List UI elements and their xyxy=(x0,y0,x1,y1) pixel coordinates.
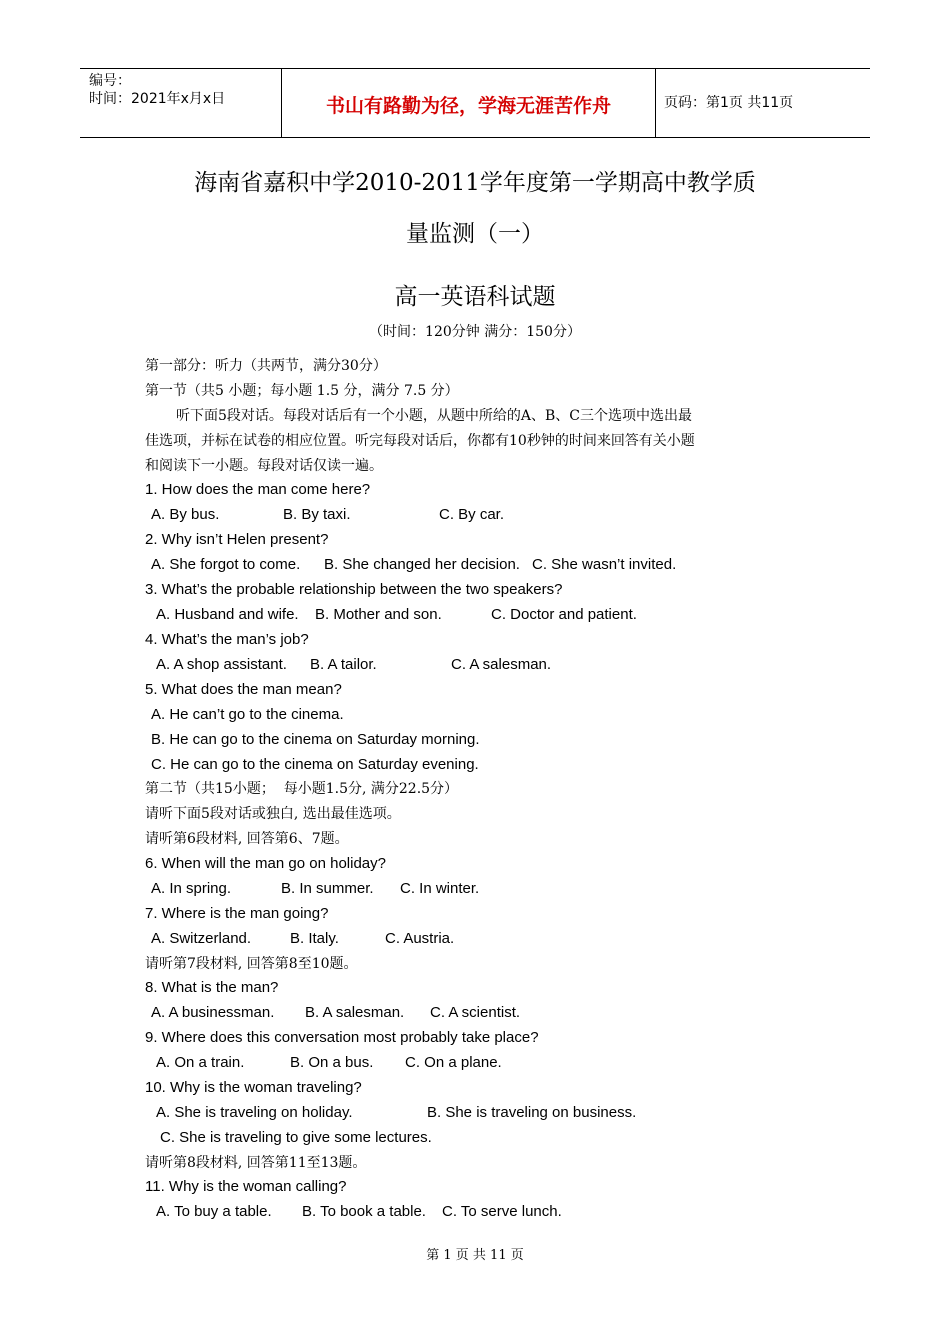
material-8-note: 请听第8段材料, 回答第11至13题。 xyxy=(145,1155,367,1171)
header-right-cell xyxy=(655,69,870,137)
question-5: 5. What does the man mean? xyxy=(145,681,342,698)
question-10: 10. Why is the woman traveling? xyxy=(145,1079,362,1096)
q10-option-c: C. She is traveling to give some lectures. xyxy=(160,1129,432,1146)
time-score-info: （时间：120分钟 满分：150分） xyxy=(369,324,581,340)
q6-option-a: A. In spring. xyxy=(151,880,232,897)
q6-option-c: C. In winter. xyxy=(400,880,480,897)
q9-option-c: C. On a plane. xyxy=(405,1054,502,1071)
question-3: 3. What’s the probable relationship between the two speakers? xyxy=(145,581,563,598)
header-motto: 书山有路勤为径，学海无涯苦作舟 xyxy=(325,95,611,117)
exam-title-line1: 海南省嘉积中学2010-2011学年度第一学期高中教学质 xyxy=(194,170,756,196)
header-page-info: 页码：第1页 共11页 xyxy=(664,95,794,111)
q6-option-b: B. In summer. xyxy=(281,880,374,897)
part1-heading: 第一部分：听力（共两节，满分30分） xyxy=(145,358,387,374)
header-motto-cell xyxy=(281,69,656,137)
q7-option-a: A. Switzerland. xyxy=(151,930,252,947)
instruction-line-2: 佳选项，并标在试卷的相应位置。听完每段对话后，你都有10秒钟的时间来回答有关小题 xyxy=(145,433,695,449)
q2-option-b: B. She changed her decision. xyxy=(324,556,520,573)
question-2: 2. Why isn’t Helen present? xyxy=(145,531,329,548)
q3-option-a: A. Husband and wife. xyxy=(156,606,299,623)
q7-option-b: B. Italy. xyxy=(290,930,339,947)
q5-option-a: A. He can’t go to the cinema. xyxy=(151,706,344,723)
question-1: 1. How does the man come here? xyxy=(145,481,371,498)
exam-title-line2: 量监测（一） xyxy=(406,221,544,247)
q8-option-c: C. A scientist. xyxy=(430,1004,521,1021)
date-label: 时间：2021年x月x日 xyxy=(89,91,226,107)
q1-option-a: A. By bus. xyxy=(151,506,220,523)
q11-option-b: B. To book a table. xyxy=(302,1203,426,1220)
q3-option-b: B. Mother and son. xyxy=(315,606,442,623)
q4-option-c: C. A salesman. xyxy=(451,656,552,673)
q9-option-b: B. On a bus. xyxy=(290,1054,374,1071)
q10-option-a: A. She is traveling on holiday. xyxy=(156,1104,353,1121)
q4-option-a: A. A shop assistant. xyxy=(156,656,287,673)
subject-title: 高一英语科试题 xyxy=(394,284,556,310)
section2-heading: 第二节（共15小题； 每小题1.5分, 满分22.5分） xyxy=(145,781,459,797)
question-6: 6. When will the man go on holiday? xyxy=(145,855,386,872)
question-11: 11. Why is the woman calling? xyxy=(145,1178,347,1195)
q2-option-a: A. She forgot to come. xyxy=(151,556,301,573)
page-header xyxy=(80,68,870,138)
q7-option-c: C. Austria. xyxy=(385,930,455,947)
q11-option-c: C. To serve lunch. xyxy=(442,1203,562,1220)
question-7: 7. Where is the man going? xyxy=(145,905,329,922)
section2-instruction: 请听下面5段对话或独白, 选出最佳选项。 xyxy=(145,806,401,822)
q2-option-c: C. She wasn’t invited. xyxy=(532,556,677,573)
q8-option-a: A. A businessman. xyxy=(151,1004,275,1021)
q4-option-b: B. A tailor. xyxy=(310,656,377,673)
q10-option-b: B. She is traveling on business. xyxy=(427,1104,637,1121)
q5-option-b: B. He can go to the cinema on Saturday morning. xyxy=(151,731,480,748)
instruction-line-3: 和阅读下一小题。每段对话仅读一遍。 xyxy=(145,458,383,474)
instruction-line-1: 听下面5段对话。每段对话后有一个小题，从题中所给的A、B、C三个选项中选出最 xyxy=(176,408,693,424)
q8-option-b: B. A salesman. xyxy=(305,1004,405,1021)
q1-option-c: C. By car. xyxy=(439,506,505,523)
serial-label: 编号： xyxy=(89,73,131,89)
q11-option-a: A. To buy a table. xyxy=(156,1203,272,1220)
q1-option-b: B. By taxi. xyxy=(283,506,351,523)
q5-option-c: C. He can go to the cinema on Saturday evening. xyxy=(151,756,479,773)
q3-option-c: C. Doctor and patient. xyxy=(491,606,637,623)
question-4: 4. What’s the man’s job? xyxy=(145,631,309,648)
header-left-cell xyxy=(80,69,281,137)
question-8: 8. What is the man? xyxy=(145,979,279,996)
material-7-note: 请听第7段材料, 回答第8至10题。 xyxy=(145,956,358,972)
material-6-note: 请听第6段材料, 回答第6、7题。 xyxy=(145,831,349,847)
section1-heading: 第一节（共5 小题；每小题 1.5 分，满分 7.5 分） xyxy=(145,383,459,399)
page-footer: 第 1 页 共 11 页 xyxy=(426,1248,524,1263)
question-9: 9. Where does this conversation most probably take place? xyxy=(145,1029,539,1046)
q9-option-a: A. On a train. xyxy=(156,1054,245,1071)
